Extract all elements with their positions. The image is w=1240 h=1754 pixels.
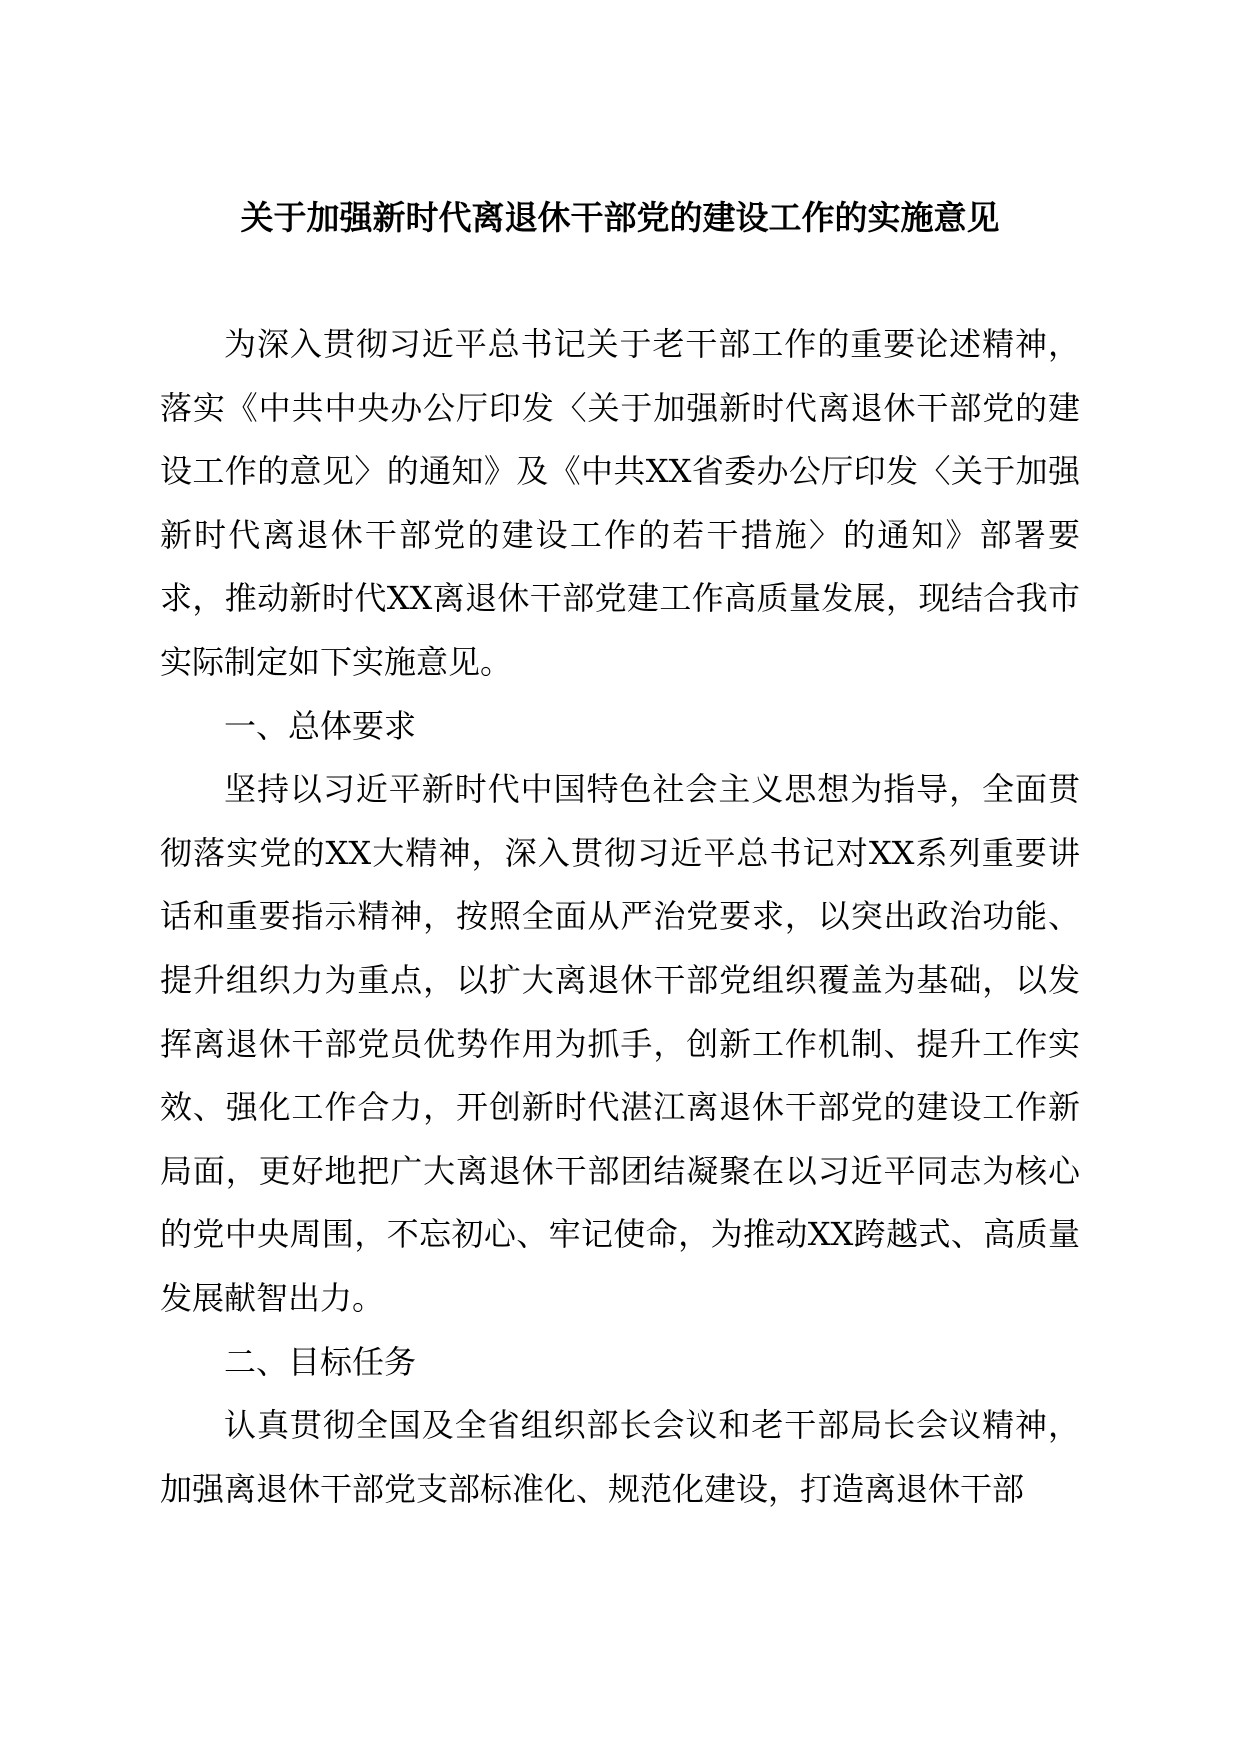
section-heading-general-requirements: 一、总体要求 [224,706,417,745]
section-heading-goals-tasks: 二、目标任务 [224,1342,417,1381]
document-title: 关于加强新时代离退休干部党的建设工作的实施意见 [240,198,1000,237]
document-body [160,313,1080,1521]
general-requirements-paragraph: 坚持以习近平新时代中国特色社会主义思想为指导，全面贯彻落实党的XX大精神，深入贯彻习近平总书记对XX系列重要讲话和重要指示精神，按照全面从严治党要求，以突出政治功能、提升组织力为重点，以扩大离退休干部党组织覆盖为基础，以发挥离退休干部党员优势作用为抓手，创新工作机制、提升工作实效、强化工作合力，开创新时代湛江离退休干部党的建设工作新局面，更好地把广大离退休干部团结凝聚在以习近平同志为核心的党中央周围，不忘初心、牢记使命，为推动XX跨越式、高质量发展献智出力。 [160,770,1080,1317]
intro-paragraph: 为深入贯彻习近平总书记关于老干部工作的重要论述精神，落实《中共中央办公厅印发〈关于加强新时代离退休干部党的建设工作的意见〉的通知》及《中共XX省委办公厅印发〈关于加强新时代离退休干部党的建设工作的若干措施〉的通知》部署要求，推动新时代XX离退休干部党建工作高质量发展，现结合我市实际制定如下实施意见。 [160,325,1080,681]
goals-tasks-paragraph: 认真贯彻全国及全省组织部长会议和老干部局长会议精神，加强离退休干部党支部标准化、规范化建设，打造离退休干部 [160,1406,1080,1508]
